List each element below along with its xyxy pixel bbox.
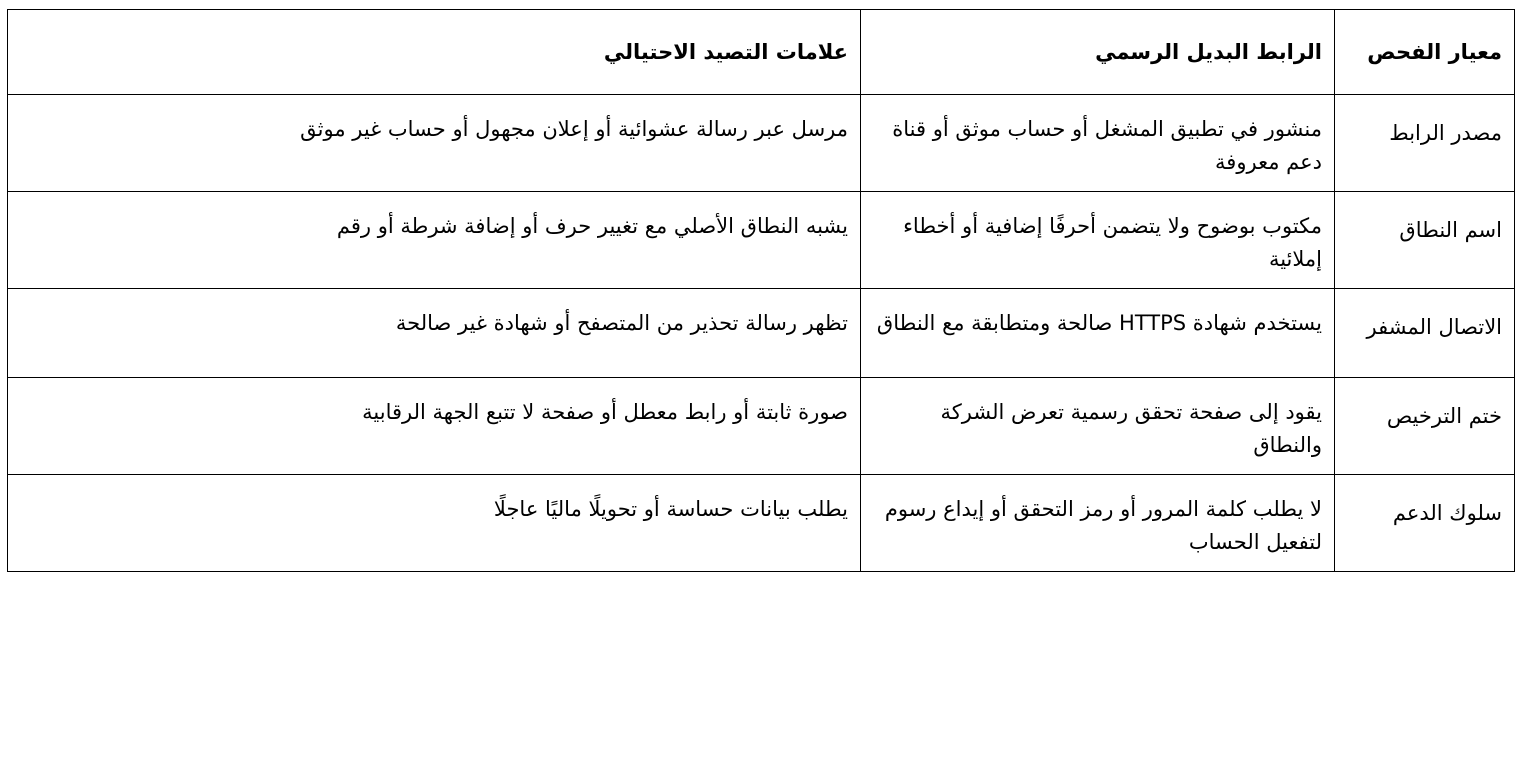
table-row xyxy=(8,192,1515,289)
table-row xyxy=(8,475,1515,572)
cell-phishing: يطلب بيانات حساسة أو تحويلًا ماليًا عاجلًا xyxy=(8,475,861,572)
table-body xyxy=(8,95,1515,572)
table-row xyxy=(8,95,1515,192)
cell-criterion: ختم الترخيص xyxy=(1335,378,1515,475)
cell-criterion: سلوك الدعم xyxy=(1335,475,1515,572)
cell-official: يستخدم شهادة HTTPS صالحة ومتطابقة مع النطاق xyxy=(861,289,1335,378)
table-header-row xyxy=(8,10,1515,95)
cell-official: منشور في تطبيق المشغل أو حساب موثق أو قناة دعم معروفة xyxy=(861,95,1335,192)
cell-criterion: اسم النطاق xyxy=(1335,192,1515,289)
cell-phishing: مرسل عبر رسالة عشوائية أو إعلان مجهول أو حساب غير موثق xyxy=(8,95,861,192)
cell-criterion: مصدر الرابط xyxy=(1335,95,1515,192)
comparison-table xyxy=(7,9,1515,572)
header-phishing-signs: علامات التصيد الاحتيالي xyxy=(8,10,861,95)
table-header xyxy=(8,10,1515,95)
cell-official: لا يطلب كلمة المرور أو رمز التحقق أو إيداع رسوم لتفعيل الحساب xyxy=(861,475,1335,572)
cell-phishing: صورة ثابتة أو رابط معطل أو صفحة لا تتبع الجهة الرقابية xyxy=(8,378,861,475)
cell-phishing: يشبه النطاق الأصلي مع تغيير حرف أو إضافة شرطة أو رقم xyxy=(8,192,861,289)
cell-phishing: تظهر رسالة تحذير من المتصفح أو شهادة غير صالحة xyxy=(8,289,861,378)
table-row xyxy=(8,378,1515,475)
table-row xyxy=(8,289,1515,378)
cell-official: يقود إلى صفحة تحقق رسمية تعرض الشركة والنطاق xyxy=(861,378,1335,475)
header-criterion: معيار الفحص xyxy=(1335,10,1515,95)
cell-criterion: الاتصال المشفر xyxy=(1335,289,1515,378)
cell-official: مكتوب بوضوح ولا يتضمن أحرفًا إضافية أو أخطاء إملائية xyxy=(861,192,1335,289)
header-official-link: الرابط البديل الرسمي xyxy=(861,10,1335,95)
